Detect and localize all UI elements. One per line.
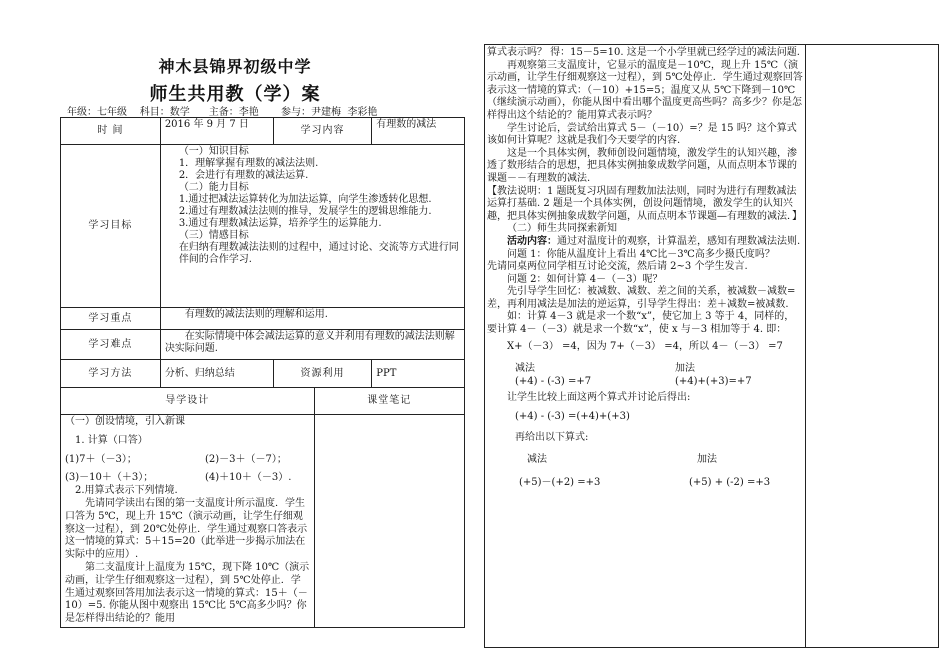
addition-expr: (+5) + (-2) =+3 xyxy=(689,476,771,488)
notes-area xyxy=(314,415,464,628)
resource-value: PPT xyxy=(372,360,465,388)
subtraction-expr: (+5)－(+2) =+3 xyxy=(519,476,601,488)
question: 问题 2：如何计算 4－（－3）呢？ xyxy=(507,273,663,285)
continuation-content xyxy=(487,47,803,489)
example-row xyxy=(487,477,803,490)
example-row xyxy=(487,376,803,389)
example-header xyxy=(487,454,803,467)
goal-line: 3.通过有理数减法运算，培养学生的运算能力. xyxy=(178,218,382,229)
calc-item: (4)＋10＋（－3）. xyxy=(205,472,292,484)
difficulty-value: 在实际情境中体会减法运算的意义并利用有理数的减法法则解决实际问题. xyxy=(160,330,464,360)
goal-line: （三）情感目标 xyxy=(178,230,249,241)
resource-label: 资源利用 xyxy=(273,360,372,388)
notes-divider xyxy=(805,45,806,647)
goals-list xyxy=(160,145,464,308)
activity-label: 活动内容： xyxy=(507,235,557,247)
activity-text: 通过对温度计的观察，计算温差，感知有理数减法法则. xyxy=(557,235,801,247)
paragraph: 先请同桌两位同学相互讨论交流，然后请 2~3 个学生发言. xyxy=(487,261,748,273)
method-note: 【教法说明：1 题既复习巩固有理数加法法则，同时为进行有理数减法运算打基础. 2 题是一个具体实例，创设问题情境，激发学生的认知兴趣，把具体实例抽象成数学问题，从而点明本节课题—有理数的减法．】 xyxy=(487,185,802,222)
paragraph: 如：计算 4－3 就是求一个数“x”，使它加上 3 等于 4，同样的，要计算 4－（－3）就是求一个数“x”，使 x 与－3 相加等于 4. 即： xyxy=(487,311,795,336)
equation: X+（－3） =4，因为 7+（－3） =4，所以 4－（－3） =7 xyxy=(507,340,783,352)
document-title: 师生共用教（学）案 xyxy=(149,84,321,105)
goal-line: （二）能力目标 xyxy=(178,182,249,193)
goal-line: （一）知识目标 xyxy=(178,146,249,157)
section-heading: （一）创设情境，引入新课 xyxy=(65,416,185,427)
section-heading: （二）师生共同探索新知 xyxy=(507,223,617,235)
lesson-plan-table xyxy=(60,117,465,628)
continuation-panel xyxy=(484,44,939,648)
content-value: 有理数的减法 xyxy=(372,118,465,145)
paragraph: 学生讨论后，尝试给出算式 5－（－10）=？是 15 吗？这个算式该如何计算呢？这就是我们今天要学的内容. xyxy=(487,122,797,147)
calc-row xyxy=(65,454,310,467)
addition-label: 加法 xyxy=(697,454,717,466)
subtraction-label: 减法 xyxy=(515,363,535,375)
goals-label: 学习目标 xyxy=(61,145,161,308)
paragraph: 这是一个具体实例，教师创设问题情境，激发学生的认知兴趣，渗透了数形结合的思想，把具体实例抽象成数学问题，从而点明本节课的课题－－有理数的减法. xyxy=(487,147,797,184)
difficulty-label: 学习难点 xyxy=(61,330,161,360)
meta-line: 年级：七年级 科目：数学 主备：李艳 参与：尹建梅 李彩艳 xyxy=(67,107,378,118)
goal-line: 2．会进行有理数的减法运算. xyxy=(178,170,309,181)
calc-item: (2)－3＋（－7）； xyxy=(205,453,287,465)
subtraction-expr: (+4) - (-3) =+7 xyxy=(515,375,592,387)
paragraph: 算式表示吗？ 得：15－5=10. 这是一个小学里就已经学过的减法问题. xyxy=(487,47,800,58)
time-label: 时 间 xyxy=(61,118,161,145)
subtraction-label: 减法 xyxy=(527,454,547,466)
key-value: 有理数的减法法则的理解和运用. xyxy=(160,308,464,330)
school-name: 神木县锦界初级中学 xyxy=(158,57,312,76)
goal-line: 1．理解掌握有理数的减法法则. xyxy=(178,158,319,169)
paragraph: 再观察第三支温度计，它显示的温度是－10℃，现上升 15℃（演示动画，让学生仔细观察这一过程），到 5℃处停止．学生通过观察回答表示这一情境的算式：（－10）+15=5；温度又从 5℃下降到－10℃（继续演示动画），你能从图中看出哪个温度更高些吗？高多少？你是怎样得出这个结论的？能用算式表示吗？ xyxy=(487,59,803,121)
calc-row xyxy=(65,472,310,485)
paragraph: 让学生比较上面这两个算式并讨论后得出: xyxy=(507,392,691,404)
calc-item: (3)－10＋（＋3）； xyxy=(65,472,154,484)
goal-line: 在归纳有理数减法法则的过程中，通过讨论、交流等方式进行同伴间的合作学习. xyxy=(178,242,459,265)
goal-line: 2.通过有理数减法法则的推导，发展学生的逻辑思维能力. xyxy=(178,206,432,217)
calc-title: 1. 计算（口答） xyxy=(75,434,148,446)
method-label: 学习方法 xyxy=(61,360,161,388)
content-label: 学习内容 xyxy=(273,118,372,145)
design-content xyxy=(61,415,315,628)
notes-label: 课堂笔记 xyxy=(314,388,464,415)
paragraph: 再给出以下算式: xyxy=(515,431,589,443)
example-header xyxy=(487,363,803,376)
method-value: 分析、归纳总结 xyxy=(160,360,273,388)
paragraph: 先引导学生回忆：被减数、减数、差之间的关系，被减数－减数=差，再利用减法是加法的逆运算，引导学生得出：差＋减数=被减数. xyxy=(487,286,796,310)
design-label: 导学设计 xyxy=(61,388,315,415)
date-value: 2016 年 9 月 7 日 xyxy=(160,118,273,145)
activity-line xyxy=(487,236,803,249)
goal-line: 1.通过把减法运算转化为加法运算，向学生渗透转化思想. xyxy=(178,194,432,205)
paragraph: 第二支温度计上温度为 15℃，现下降 10℃（演示动画，让学生仔细观察这一过程），到 5℃处停止．学生通过观察回答用加法表示这一情境的算式：15＋（－10）=5. 你能从图中观察出 15℃比 5℃高多少吗？你是怎样得出结论的？能用 xyxy=(65,561,310,625)
question: 问题 1：你能从温度计上看出 4℃比－3℃高多少摄氏度吗？ xyxy=(507,248,775,260)
subheading: 2.用算式表示下列情境. xyxy=(75,485,178,497)
paragraph: 先请同学读出右图的第一支温度计所示温度．学生口答为 5℃，现上升 15℃（演示动画，让学生仔细观察这一过程），到 20℃处停止．学生通过观察口答表示这一情境的算式：5＋15=20（此举进一步揭示加法在实际中的应用）. xyxy=(65,497,308,561)
addition-expr: (+4)+(+3)=+7 xyxy=(675,375,752,387)
key-label: 学习重点 xyxy=(61,308,161,330)
conclusion-equation: (+4) - (-3) =(+4)+(+3) xyxy=(515,411,630,423)
calc-item: (1)7＋（－3）； xyxy=(65,453,137,465)
addition-label: 加法 xyxy=(675,363,695,375)
